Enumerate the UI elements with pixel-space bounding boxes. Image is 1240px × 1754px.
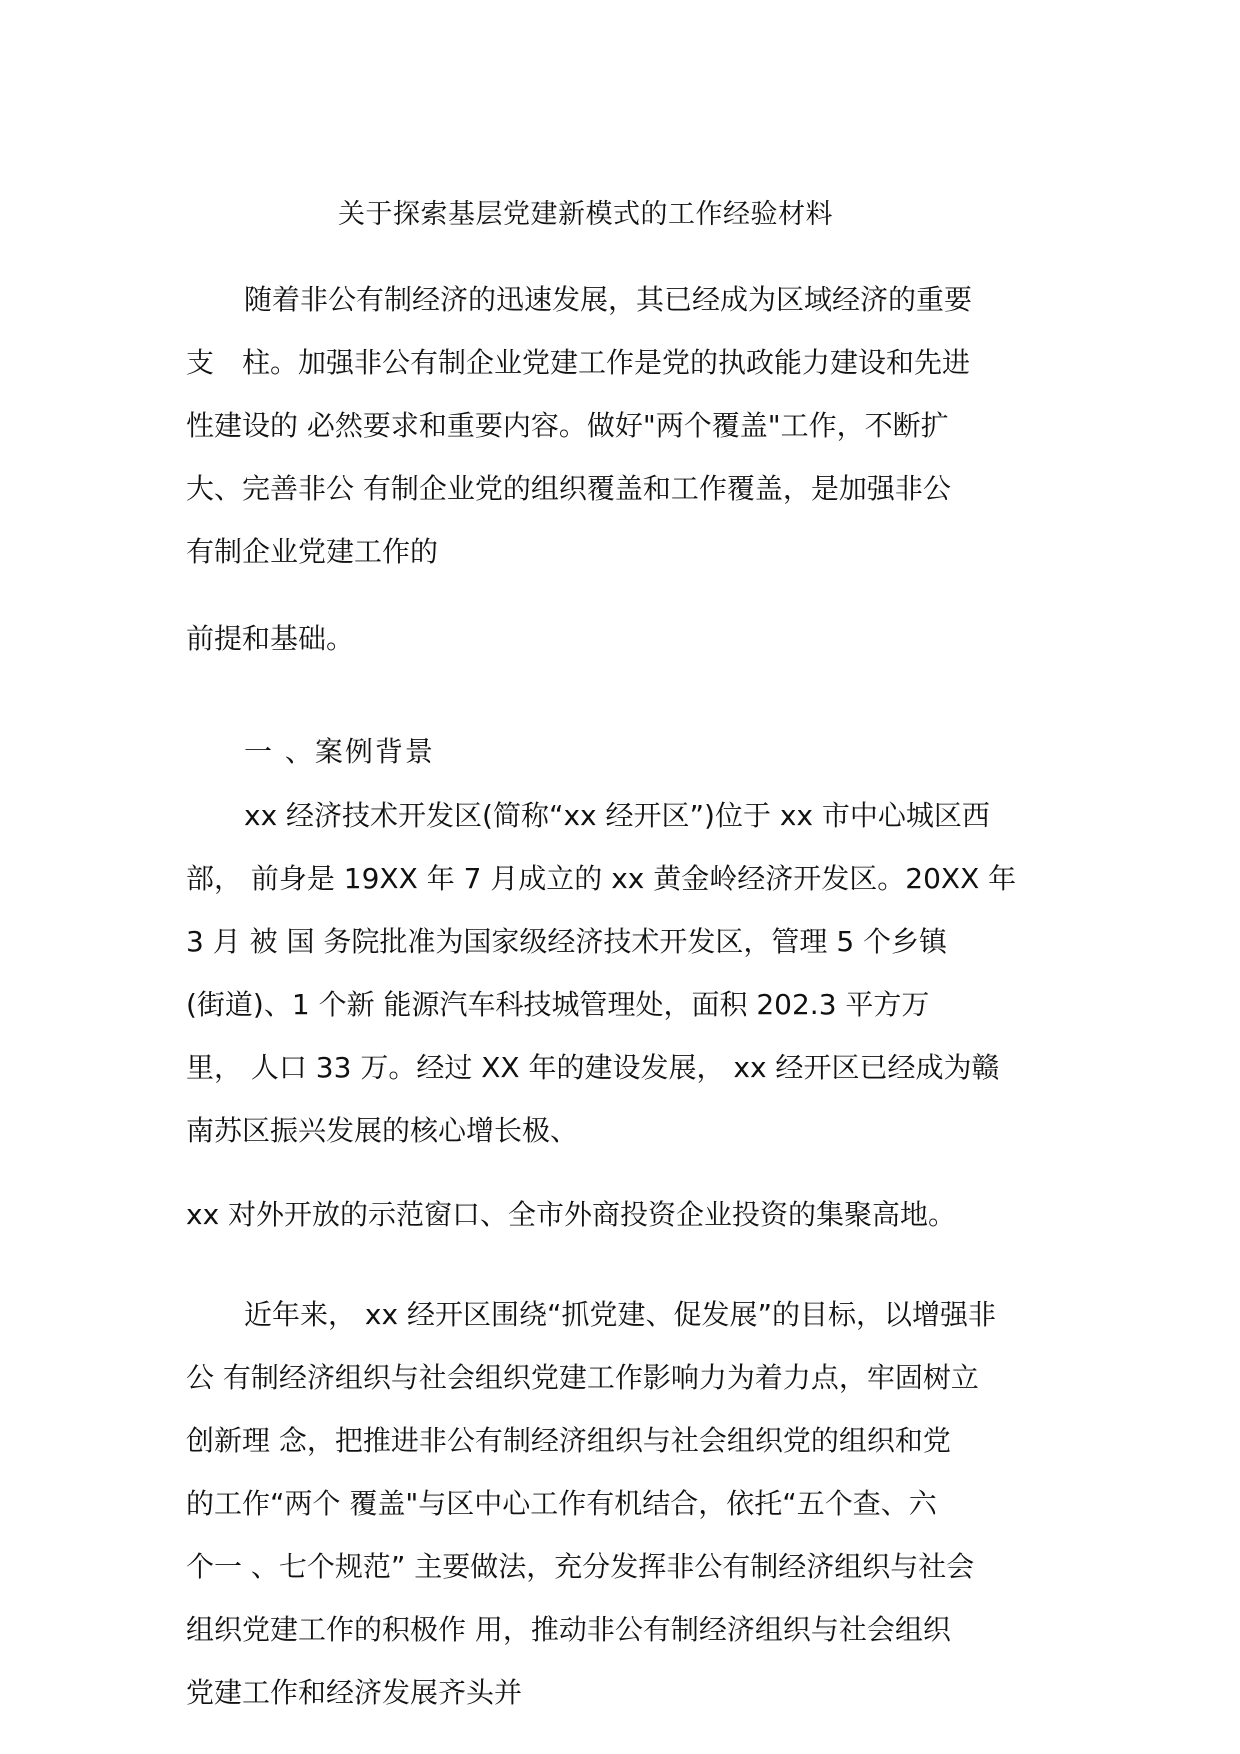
paragraph-line: 里， 人口 33 万。经过 XX 年的建设发展， xx 经开区已经成为赣	[186, 1051, 1000, 1084]
paragraph-line: 创新理 念，把推进非公有制经济组织与社会组织党的组织和党	[186, 1424, 951, 1457]
paragraph-line: 大、完善非公 有制企业党的组织覆盖和工作覆盖，是加强非公	[186, 472, 951, 505]
paragraph-line: 的工作“两个 覆盖"与区中心工作有机结合，依托“五个查、六	[186, 1487, 937, 1520]
paragraph-line: (街道)、1 个新 能源汽车科技城管理处，面积 202.3 平方万	[186, 988, 930, 1021]
paragraph-line: 性建设的 必然要求和重要内容。做好"两个覆盖"工作，不断扩	[186, 409, 949, 442]
intro-paragraph-tail	[186, 607, 1066, 670]
paragraph-line: 近年来， xx 经开区围绕“抓党建、促发展”的目标，以增强非	[244, 1298, 996, 1331]
paragraph-line: 有制企业党建工作的	[186, 535, 439, 568]
paragraph-line: xx 经济技术开发区(简称“xx 经开区”)位于 xx 市中心城区西	[244, 799, 990, 832]
paragraph-line: 组织党建工作的积极作 用，推动非公有制经济组织与社会组织	[186, 1613, 951, 1646]
paragraph-line: 支 柱。加强非公有制企业党建工作是党的执政能力建设和先进	[186, 346, 971, 379]
background-paragraph-tail	[186, 1183, 1066, 1246]
paragraph-line: 部， 前身是 19XX 年 7 月成立的 xx 黄金岭经济开发区。20XX 年	[186, 862, 1017, 895]
intro-paragraph	[186, 268, 1066, 583]
paragraph-line: 个一 、七个规范” 主要做法，充分发挥非公有制经济组织与社会	[186, 1550, 975, 1583]
paragraph-line: 3 月 被 国 务院批准为国家级经济技术开发区，管理 5 个乡镇	[186, 925, 948, 958]
paragraph-line: 公 有制经济组织与社会组织党建工作影响力为着力点，牢固树立	[186, 1361, 979, 1394]
paragraph-line: 南苏区振兴发展的核心增长极、	[186, 1114, 579, 1147]
paragraph-line: xx 对外开放的示范窗口、全市外商投资企业投资的集聚高地。	[186, 1198, 957, 1231]
paragraph-line: 随着非公有制经济的迅速发展，其已经成为区域经济的重要	[244, 283, 973, 316]
background-paragraph	[186, 784, 1066, 1162]
section-heading: 一 、案例背景	[244, 735, 435, 768]
paragraph-line: 党建工作和经济发展齐头并	[186, 1676, 523, 1709]
document-title: 关于探索基层党建新模式的工作经验材料	[338, 199, 833, 230]
recent-years-paragraph	[186, 1283, 1066, 1724]
paragraph-line: 前提和基础。	[186, 622, 355, 655]
